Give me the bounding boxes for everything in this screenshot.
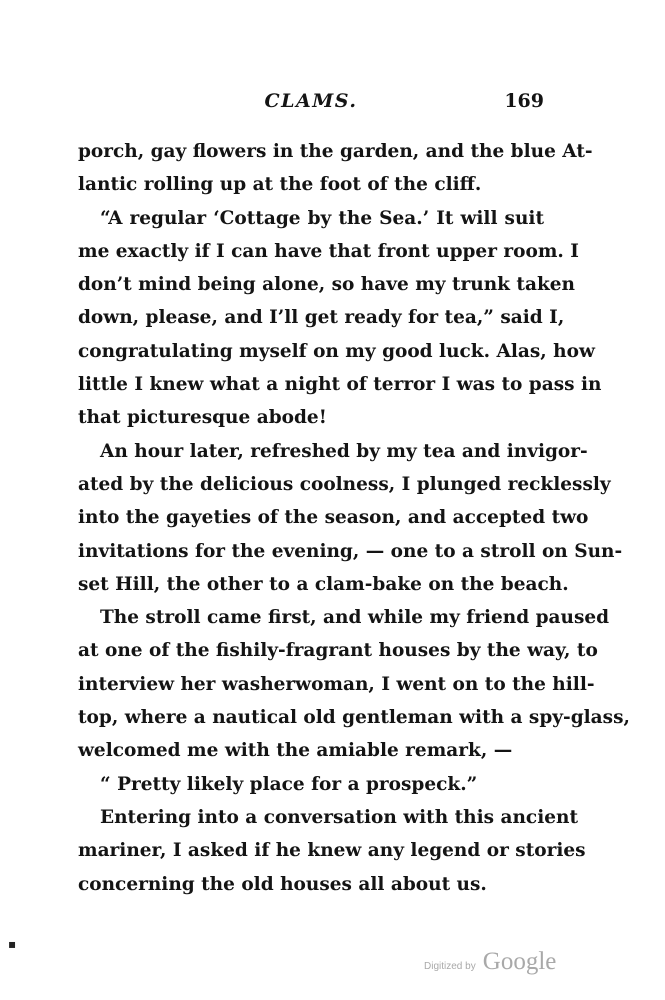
- text-line: “ Pretty likely place for a prospeck.”: [100, 773, 478, 795]
- text-line: interview her washerwoman, I went on to the hill-: [78, 673, 595, 695]
- text-line: invitations for the evening, — one to a stroll on Sun-: [78, 540, 623, 562]
- margin-mark: ▪: [8, 937, 17, 951]
- text-line: Entering into a conversation with this ancient: [100, 806, 578, 828]
- text-line: me exactly if I can have that front upper room. I: [78, 240, 579, 262]
- text-line: at one of the fishily-fragrant houses by the way, to: [78, 640, 598, 662]
- text-line: congratulating myself on my good luck. Alas, how: [78, 340, 595, 362]
- text-line: porch, gay flowers in the garden, and the blue At-: [78, 141, 593, 162]
- digitized-by-label: Digitized by: [424, 961, 476, 972]
- text-line: down, please, and I’ll get ready for tea,” said I,: [78, 307, 565, 329]
- text-line: mariner, I asked if he knew any legend or stories: [78, 840, 586, 862]
- text-line: concerning the old houses all about us.: [78, 873, 487, 895]
- text-line: top, where a nautical old gentleman with a spy-glass,: [78, 707, 630, 729]
- running-head: [78, 88, 544, 114]
- body-text: [78, 135, 630, 901]
- google-logo: Google: [482, 948, 557, 975]
- text-line: that picturesque abode!: [78, 407, 327, 429]
- text-line: welcomed me with the amiable remark, —: [78, 740, 513, 762]
- text-line: lantic rolling up at the foot of the cliff.: [78, 174, 482, 196]
- text-line: little I knew what a night of terror I was to pass in: [78, 374, 602, 396]
- text-line: “A regular ‘Cottage by the Sea.’ It will suit: [100, 207, 544, 229]
- text-line: set Hill, the other to a clam-bake on the beach.: [78, 573, 569, 595]
- text-line: don’t mind being alone, so have my trunk taken: [78, 274, 575, 296]
- text-line: The stroll came first, and while my friend paused: [100, 607, 610, 629]
- page-number: 169: [504, 90, 544, 112]
- running-title: CLAMS.: [264, 90, 358, 112]
- text-line: into the gayeties of the season, and accepted two: [78, 507, 589, 529]
- digitized-watermark: [424, 948, 556, 982]
- text-line: ated by the delicious coolness, I plunged recklessly: [78, 473, 611, 495]
- text-line: An hour later, refreshed by my tea and invigor-: [100, 440, 588, 462]
